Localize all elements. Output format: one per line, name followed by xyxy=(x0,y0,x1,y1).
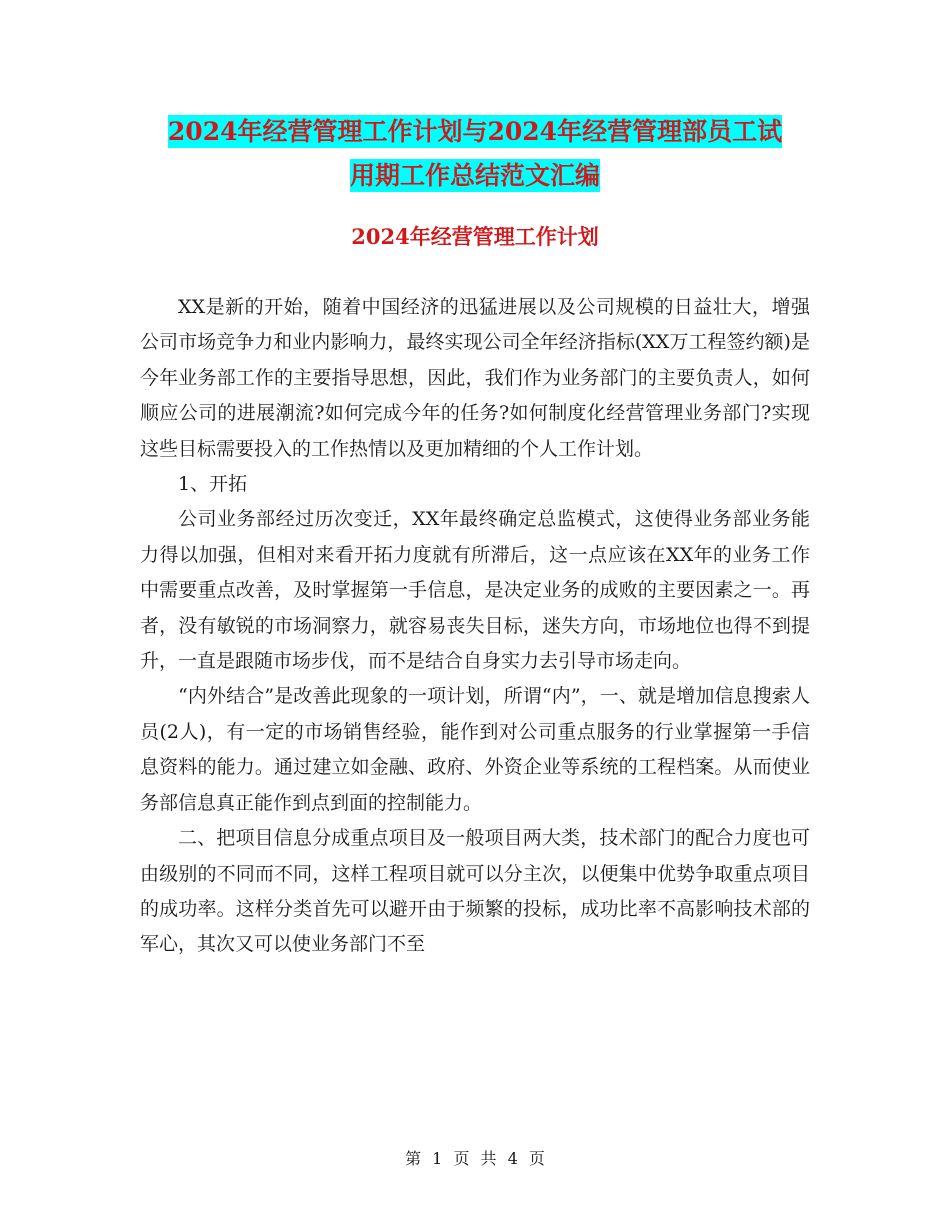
section-heading: 2024年经营管理工作计划 xyxy=(351,224,599,249)
paragraph-intro: XX是新的开始，随着中国经济的迅猛进展以及公司规模的日益壮大，增强公司市场竞争力和业内影响力，最终实现公司全年经济指标(XX万工程签约额)是今年业务部工作的主要指导思想，因此，我们作为业务部门的主要负责人，如何顺应公司的进展潮流?如何完成今年的任务?如何制度化经营管理业务部门?实现这些目标需要投入的工作热情以及更加精细的个人工作计划。 xyxy=(140,296,810,460)
page-footer: 第 1 页 共 4 页 xyxy=(405,1149,545,1168)
document-title-line-2 xyxy=(0,156,950,196)
paragraph-business-dept: 公司业务部经过历次变迁，XX年最终确定总监模式，这使得业务部业务能力得以加强，但相对来看开拓力度就有所滞后，这一点应该在XX年的业务工作中需要重点改善，及时掌握第一手信息，是决定业务的成败的主要因素之一。再者，没有敏锐的市场洞察力，就容易丧失目标，迷失方向，市场地位也得不到提升，一直是跟随市场步伐，而不是结合自身实力去引导市场走向。 xyxy=(140,508,810,673)
document-body xyxy=(140,290,810,963)
document-title-line-1 xyxy=(0,112,950,152)
paragraph-project-classification: 二、把项目信息分成重点项目及一般项目两大类，技术部门的配合力度也可由级别的不同而不同，这样工程项目就可以分主次，以便集中优势争取重点项目的成功率。这样分类首先可以避开由于频繁的投标，成功比率不高影响技术部的军心，其次又可以使业务部门不至 xyxy=(140,827,810,956)
title-highlight-2: 用期工作总结范文汇编 xyxy=(349,161,600,190)
paragraph-inside-outside: “内外结合”是改善此现象的一项计划，所谓“内”，一、就是增加信息搜索人员(2人)，有一定的市场销售经验，能作到对公司重点服务的行业掌握第一手信息资料的能力。通过建立如金融、政府、外资企业等系统的工程档案。从而使业务部信息真正能作到点到面的控制能力。 xyxy=(140,685,810,814)
paragraph-subheading-kaituo: 1、开拓 xyxy=(178,473,248,496)
title-highlight-1: 2024年经营管理工作计划与2024年经营管理部员工试 xyxy=(167,117,783,146)
